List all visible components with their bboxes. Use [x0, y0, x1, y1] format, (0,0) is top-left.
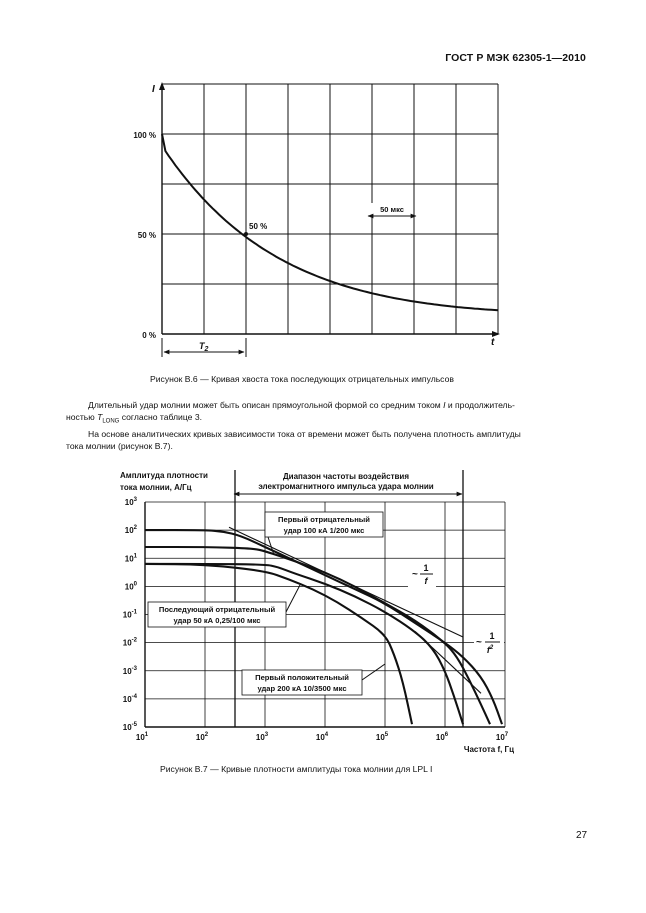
figure-b7-first-negative-label-1: Первый отрицательный [278, 515, 370, 524]
figure-b7-range-label-2: электромагнитного импульса удара молнии [258, 482, 434, 491]
figure-b6-y-axis-label: I [152, 84, 155, 95]
fig7-y-tick: $10^3$ [124, 497, 137, 507]
figure-b7-inv-f2-tilde: ~ [476, 637, 482, 648]
figure-b7-inv-f2-den: $f^2$ [486, 645, 494, 655]
figure-b7-range-label-1: Диапазон частоты воздействия [282, 472, 410, 481]
paragraph-2: На основе аналитических кривых зависимости тока от времени может быть получена плотность амплитуды [88, 428, 521, 439]
fig7-y-tick-exp: -1 [131, 609, 137, 616]
fig7-x-tick-exp: 3 [264, 732, 269, 738]
fig7-y-tick-exp: -2 [131, 637, 137, 644]
fig7-y-tick-exp: 0 [133, 581, 137, 588]
fig7-y-tick: $10^1$ [124, 553, 137, 564]
fig7-y-tick: $10^{-4}$ [122, 693, 137, 704]
figure-b6-interval-label: 50 мкс [380, 205, 404, 214]
page-number: 27 [576, 830, 588, 841]
figure-b6-x-axis-label: t [491, 337, 495, 348]
fig7-x-tick: $10^3$ [255, 732, 269, 742]
figure-b6-y-tick-100: 100 % [133, 131, 156, 140]
fig7-pointer-positive [362, 664, 385, 680]
figure-b6-t2-label: $T_2$ [199, 341, 209, 353]
figure-b7-inv-f-den: f [424, 576, 428, 586]
fig7-y-tick: $10^{-2}$ [122, 637, 137, 648]
fig7-x-tick: $10^7$ [495, 732, 509, 742]
document-header: ГОСТ Р МЭК 62305-1—2010 [445, 52, 586, 64]
fig7-y-tick: $10^{-3}$ [122, 665, 137, 676]
symbol-t-long: T [97, 412, 103, 422]
fig7-x-tick-exp: 7 [504, 732, 509, 738]
fig7-x-tick-exp: 4 [324, 732, 329, 738]
fig7-x-tick: $10^1$ [135, 732, 149, 742]
fig7-y-tick: $10^{-1}$ [122, 609, 137, 620]
fig7-y-tick-exp: -3 [131, 665, 137, 672]
fig7-x-tick: $10^6$ [435, 732, 449, 742]
figure-b7-subsequent-label-1: Последующий отрицательный [158, 605, 276, 614]
fig7-x-tick-exp: 6 [444, 732, 449, 738]
paragraph-1: Длительный удар молнии может быть описан прямоугольной формой со средним током I и продолжитель- [88, 400, 515, 410]
fig7-y-tick: $10^{-5}$ [122, 722, 137, 732]
fig7-series-5 [415, 631, 481, 693]
fig7-y-tick-exp: -4 [131, 693, 137, 700]
fig7-y-tick: $10^0$ [124, 581, 137, 592]
figure-b7-x-axis-label: Частота f, Гц [463, 745, 514, 754]
figure-b7-positive-label-2: удар 200 кА 10/3500 мкс [257, 684, 347, 693]
fig7-x-tick-exp: 2 [204, 732, 209, 738]
fig7-x-tick-exp: 1 [144, 732, 149, 738]
figure-b7-positive-label-1: Первый положительный [255, 673, 349, 682]
paragraph-2-cont: тока молнии (рисунок В.7). [66, 440, 173, 451]
figure-b6-y-tick-0: 0 % [142, 331, 156, 340]
figure-b7-y-title-1: Амплитуда плотности [120, 471, 208, 480]
figure-b7-inv-f-num: 1 [423, 563, 429, 573]
fig7-x-tick: $10^5$ [375, 732, 389, 742]
fig7-y-tick-exp: -5 [131, 722, 137, 728]
figure-b6-point-label: 50 % [249, 222, 268, 231]
fig7-series-3 [145, 564, 412, 724]
fig7-x-tick-exp: 5 [384, 732, 389, 738]
figure-b7-subsequent-label-2: удар 50 кА 0,25/100 мкс [173, 616, 261, 625]
fig7-y-tick-exp: 1 [133, 553, 137, 560]
fig7-series-1 [145, 547, 490, 724]
fig7-x-tick: $10^4$ [315, 732, 329, 742]
fig7-y-tick-exp: 3 [133, 497, 137, 503]
fig7-pointer-subsequent [286, 585, 300, 612]
paragraph-1-cont: ностью $T_{LONG}$ согласно таблице 3. [66, 412, 202, 425]
fig7-y-tick: $10^2$ [124, 525, 137, 536]
fig7-x-tick: $10^2$ [195, 732, 209, 742]
figure-b7-inv-f-tilde: ~ [412, 569, 418, 580]
figure-b7-first-negative-label-2: удар 100 кА 1/200 мкс [283, 526, 365, 535]
figure-b7-inv-f2-num: 1 [489, 631, 495, 641]
fig7-y-tick-exp: 2 [133, 525, 137, 532]
figure-b6-y-tick-50: 50 % [137, 231, 156, 240]
figure-b7-y-title-2: тока молнии, А/Гц [120, 483, 192, 492]
symbol-i: I [443, 400, 446, 410]
figure-b7-caption: Рисунок В.7 — Кривые плотности амплитуды тока молнии для LPL I [160, 764, 433, 774]
figure-b6-caption: Рисунок В.6 — Кривая хвоста тока последующих отрицательных импульсов [150, 374, 454, 384]
